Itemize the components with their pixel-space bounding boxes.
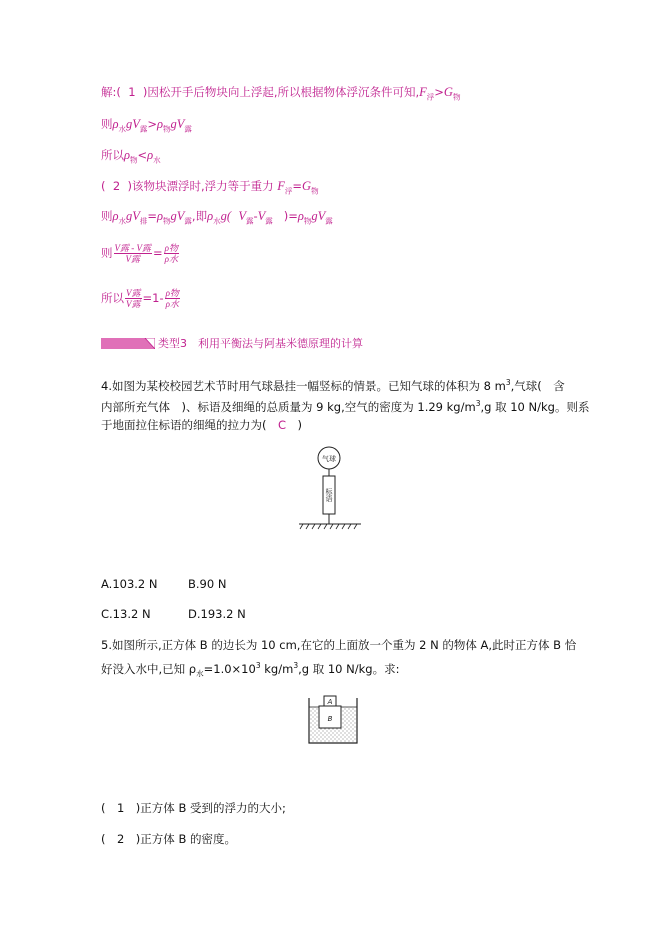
subscript: 排 xyxy=(139,216,148,226)
text: 内部所充气体 )、标语及细绳的总质量为 9 kg,空气的密度为 1.29 kg/m xyxy=(101,399,476,414)
section-title: 类型3 利用平衡法与阿基米德原理的计算 xyxy=(158,337,363,350)
subscript: 水 xyxy=(118,216,126,226)
superscript: 3 xyxy=(505,378,511,387)
q4-line-3 xyxy=(101,417,302,433)
solution-line-4 xyxy=(101,178,319,199)
q5-part-2: ( 2 )正方体 B 的密度。 xyxy=(101,832,236,846)
numerator: ρ物 xyxy=(164,243,178,253)
text: - xyxy=(253,209,258,223)
subscript: 物 xyxy=(311,186,319,196)
balloon-label: 气球 xyxy=(322,455,336,463)
text: )= xyxy=(283,209,298,223)
text: 则 xyxy=(101,246,113,260)
symbol: ρ xyxy=(157,117,164,131)
text: 则 xyxy=(101,209,113,223)
subscript: 露 xyxy=(325,216,333,226)
symbol: gV xyxy=(170,117,185,131)
option-a: A.103.2 N xyxy=(101,577,158,591)
cube-b-label: B xyxy=(327,715,333,723)
symbol: ρ xyxy=(112,117,119,131)
option-d: D.193.2 N xyxy=(188,607,246,621)
text: 则 xyxy=(101,117,113,131)
numerator: V露 - V露 xyxy=(114,243,151,253)
subscript: 物 xyxy=(163,124,171,134)
subscript: 水 xyxy=(213,216,221,226)
denominator: ρ水 xyxy=(165,299,179,309)
symbol: gV xyxy=(126,117,140,131)
subscript: 露 xyxy=(139,124,148,134)
balloon-figure xyxy=(295,440,365,535)
q5-line-1: 5.如图所示,正方体 B 的边长为 10 cm,在它的上面放一个重为 2 N 的物体 A,此时正方体 B 恰 xyxy=(101,638,577,652)
section-banner-icon xyxy=(101,338,155,349)
subscript: 物 xyxy=(452,92,461,102)
solution-line-3 xyxy=(101,147,161,168)
numerator: ρ物 xyxy=(165,288,179,298)
solution-line-2 xyxy=(101,116,192,137)
symbol: gV xyxy=(311,209,326,223)
symbol: F xyxy=(419,85,427,99)
text: 1 xyxy=(128,85,136,99)
text: ,即 xyxy=(191,209,208,223)
fraction xyxy=(164,243,179,264)
option-b: B.90 N xyxy=(188,577,227,591)
text: 2 xyxy=(112,179,121,193)
subscript: 露 xyxy=(184,124,192,134)
text: kg/m xyxy=(260,661,294,676)
text: = xyxy=(153,246,163,260)
symbol: G xyxy=(302,179,312,193)
text: 好没入水中,已知 ρ xyxy=(101,661,197,676)
symbol: G xyxy=(443,85,453,99)
symbol: ρ xyxy=(207,209,214,223)
symbol: V xyxy=(257,209,266,223)
symbol: ρ xyxy=(112,209,119,223)
subscript: 物 xyxy=(130,155,138,165)
subscript: 浮 xyxy=(284,186,293,196)
numerator: V露 xyxy=(126,288,141,298)
symbol: F xyxy=(277,179,285,193)
solution-line-5 xyxy=(101,208,333,229)
text: =1.0×10 xyxy=(203,661,256,676)
text: 4.如图为某校校园艺术节时用气球悬挂一幅竖标的情景。已知气球的体积为 8 m xyxy=(101,378,506,393)
symbol: V xyxy=(238,209,246,223)
superscript: 3 xyxy=(293,661,299,670)
q5-part-1: ( 1 )正方体 B 受到的浮力的大小; xyxy=(101,801,286,815)
denominator: V露 xyxy=(125,254,140,264)
text: ,g 取 10 N/kg。求: xyxy=(298,661,400,676)
symbol: ρ xyxy=(147,148,154,162)
symbol: ρ xyxy=(157,209,164,223)
symbol: g( xyxy=(220,209,231,223)
superscript: 3 xyxy=(255,661,261,670)
object-a-label: A xyxy=(327,698,333,706)
fraction xyxy=(114,243,153,264)
answer: C xyxy=(278,418,287,432)
text: > xyxy=(147,117,158,131)
subscript: 露 xyxy=(265,216,273,226)
text: ( xyxy=(101,179,106,193)
q4-line-2 xyxy=(101,396,589,415)
subscript: 物 xyxy=(303,216,312,226)
subscript: 露 xyxy=(184,216,192,226)
container-figure xyxy=(304,684,362,748)
subscript: 浮 xyxy=(426,92,435,102)
text: = xyxy=(147,209,158,223)
banner-label: 标语 xyxy=(325,488,333,502)
symbol: ρ xyxy=(297,209,304,223)
text: ,气球( 含 xyxy=(510,378,565,393)
subscript: 露 xyxy=(245,216,254,226)
text: > xyxy=(434,85,444,99)
text: ) xyxy=(286,418,303,432)
q4-line-1 xyxy=(101,375,565,394)
subscript: 水 xyxy=(118,124,126,134)
text: ,g 取 10 N/kg。则系 xyxy=(480,399,590,414)
text: 解:( xyxy=(101,85,121,99)
text: =1- xyxy=(142,291,164,305)
text: < xyxy=(137,148,148,162)
fraction xyxy=(165,288,180,309)
symbol: ρ xyxy=(124,148,130,162)
subscript: 水 xyxy=(196,669,204,679)
subscript: 水 xyxy=(153,155,161,165)
denominator: V露 xyxy=(126,299,141,309)
text: )因松开手后物块向上浮起,所以根据物体浮沉条件可知, xyxy=(142,85,420,99)
q5-line-2 xyxy=(101,658,399,682)
text: 所以 xyxy=(101,291,124,305)
solution-line-6 xyxy=(101,242,180,264)
solution-line-7 xyxy=(101,287,181,309)
denominator: ρ水 xyxy=(164,254,178,264)
symbol: gV xyxy=(170,209,185,223)
text: )该物块漂浮时,浮力等于重力 xyxy=(127,179,274,193)
subscript: 物 xyxy=(163,216,171,226)
option-c: C.13.2 N xyxy=(101,607,151,621)
solution-line-1 xyxy=(101,84,460,105)
symbol: gV xyxy=(126,209,140,223)
superscript: 3 xyxy=(475,399,481,408)
fraction xyxy=(125,288,142,309)
text: = xyxy=(292,179,303,193)
text: 所以 xyxy=(101,148,124,162)
text: 于地面拉住标语的细绳的拉力为( xyxy=(101,418,278,432)
